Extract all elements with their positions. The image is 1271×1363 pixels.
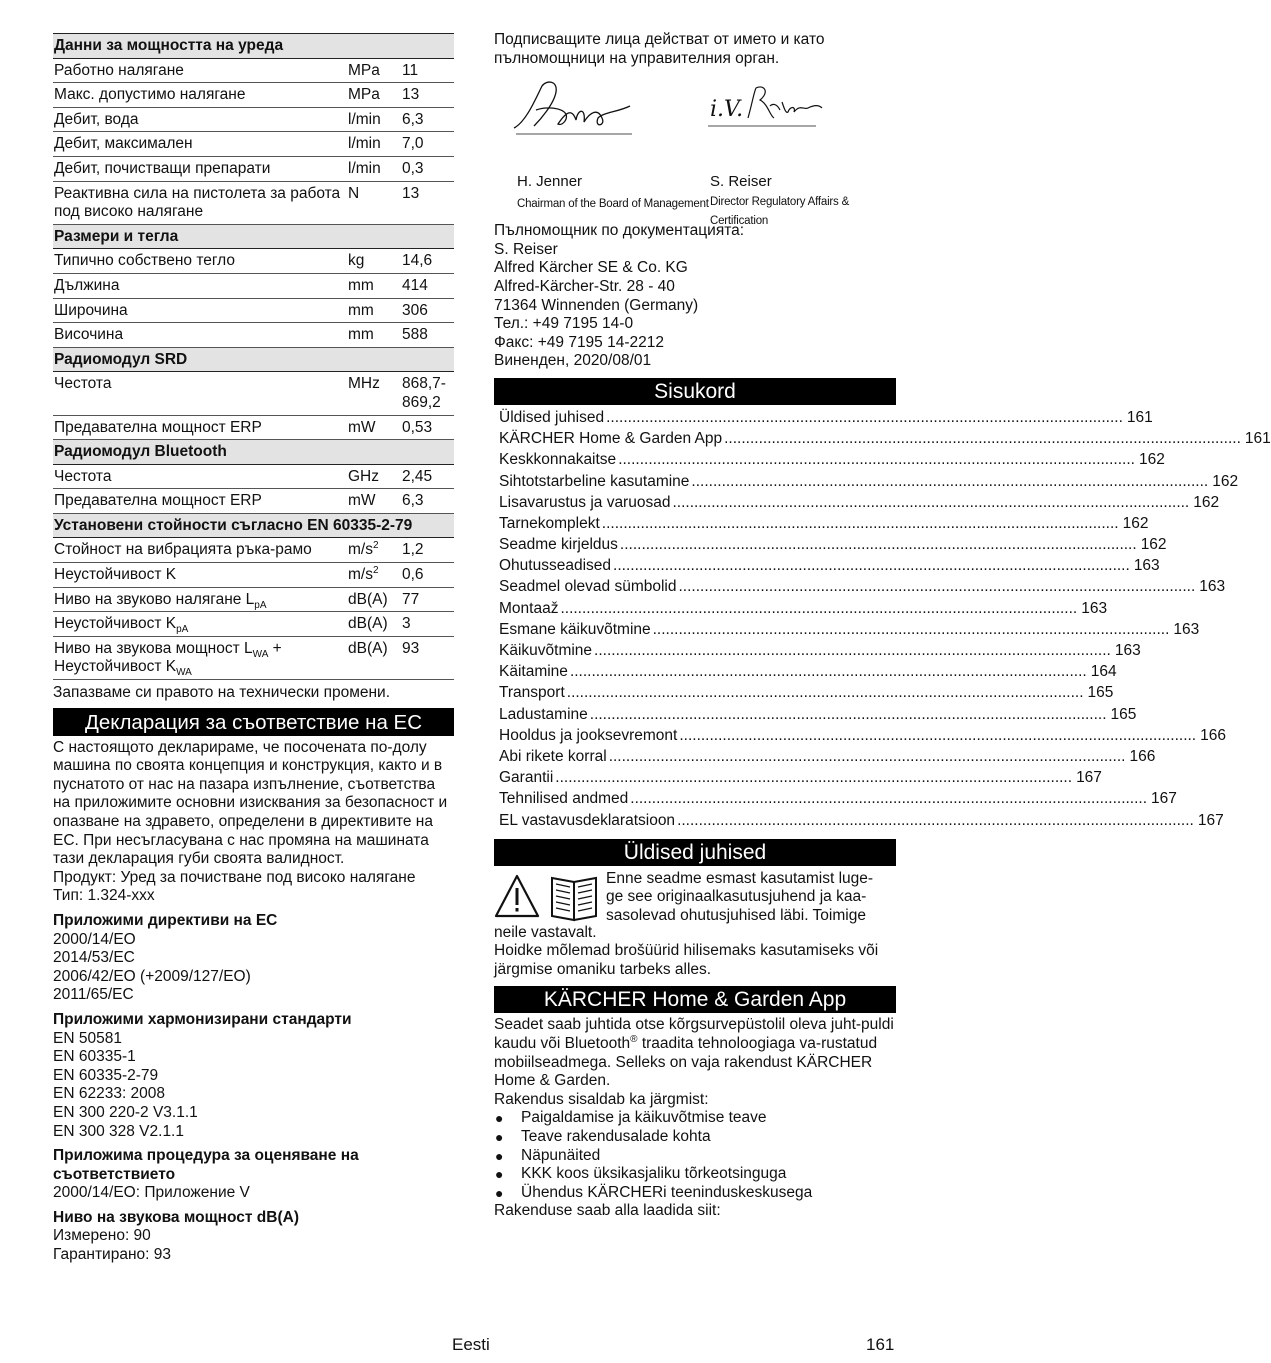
spec-unit: [347, 181, 401, 224]
toc-entry[interactable]: [499, 514, 1149, 536]
spec-label-text: Дебит, вода: [54, 110, 139, 128]
spec-unit: [347, 372, 401, 415]
toc-entry-page: 162: [1138, 451, 1165, 469]
app-description-part: Seadet saab juhtida otse kõrgsurvepüstolil oleva juht-puldi kaudu või Bluetooth: [494, 1016, 894, 1053]
toc-entry-page: 162: [1212, 472, 1239, 490]
standard-item: EN 60335-1: [53, 1048, 136, 1066]
toc-entry-title: KÄRCHER Home & Garden App: [499, 430, 723, 448]
spec-unit: [347, 132, 401, 157]
spec-section-title: Радиомодул SRD: [53, 347, 454, 372]
toc-entry[interactable]: [499, 705, 1137, 727]
toc-entry-title: Keskkonnakaitse: [499, 451, 617, 469]
signatories-intro: Подписващите лица действат от името и като пълномощници на управителния орган.: [494, 31, 825, 67]
spec-label-text: Предавателна мощност ERP: [54, 492, 262, 510]
spec-label: [53, 181, 347, 224]
spec-unit: [347, 636, 401, 679]
standard-item: EN 300 328 V2.1.1: [53, 1122, 184, 1140]
toc-entry[interactable]: [499, 663, 1117, 684]
table-row: [53, 83, 454, 108]
list-item: ● Näpunäited: [494, 1147, 896, 1166]
app-features-list: [494, 1109, 896, 1202]
toc-entry-title: Käikuvõtmine: [499, 642, 593, 659]
table-row: [53, 273, 454, 298]
spec-label-text: Дебит, максимален: [54, 135, 193, 153]
general-notice: [494, 870, 896, 926]
table-row: [53, 298, 454, 323]
toc-entry-page: 163: [1199, 578, 1226, 596]
authorized-line: Тел.: +49 7195 14-0: [494, 315, 634, 333]
toc-entry-title: Garantii: [499, 769, 554, 787]
toc-leader-dots: ........................................................................................................................: [672, 493, 1190, 511]
spec-value: 13: [401, 83, 454, 108]
table-row: [53, 464, 454, 489]
toc-entry-title: Ladustamine: [499, 705, 588, 723]
spec-unit-text: mW: [348, 492, 376, 510]
spec-unit: [347, 107, 401, 132]
spec-unit: [347, 323, 401, 348]
toc-entry[interactable]: [499, 747, 1156, 769]
toc-entry-title: Abi rikete korral: [499, 747, 607, 765]
toc-entry-page: 163: [1173, 620, 1200, 638]
table-row: [53, 372, 454, 415]
warning-manual-icon: [494, 870, 606, 926]
table-row: [53, 249, 454, 274]
toc-entry[interactable]: [499, 408, 1153, 430]
left-column: [53, 33, 454, 1265]
spec-value: 93: [401, 636, 454, 679]
toc-leader-dots: ........................................................................................................................: [618, 451, 1135, 469]
general-follow: neile vastavalt.: [494, 923, 597, 941]
spec-label-text: Честота: [54, 375, 112, 393]
spec-label: [53, 415, 347, 440]
toc-entry-page: 165: [1110, 705, 1137, 723]
app-contains: Rakendus sisaldab ka järgmist:: [494, 1090, 709, 1108]
spec-value: 2,45: [401, 464, 454, 489]
toc-entry[interactable]: [499, 620, 1200, 642]
toc-leader-dots: ........................................................................................................................: [606, 408, 1123, 426]
declaration-heading: Декларация за съответствие на ЕС: [53, 708, 454, 736]
toc-entry-title: Üldised juhised: [499, 408, 605, 426]
spec-label-text: Реактивна сила на пистолета за работа под високо налягане: [54, 184, 341, 221]
spec-label-text: Ниво на звукова мощност L: [54, 639, 253, 657]
toc-leader-dots: ........................................................................................................................: [555, 769, 1073, 787]
table-row: [53, 563, 454, 588]
authorized-line: Виненден, 2020/08/01: [494, 352, 652, 370]
signature-reiser-icon: [708, 82, 828, 132]
spec-unit-text: MPa: [348, 61, 380, 79]
toc-heading: Sisukord: [494, 378, 896, 405]
table-row: [53, 323, 454, 348]
declaration-product: Продукт: Уред за почистване под високо налягане: [53, 868, 416, 886]
authorized-line: Пълномощник по документацията:: [494, 222, 745, 240]
spec-value: 0,3: [401, 156, 454, 181]
spec-label: [53, 132, 347, 157]
spec-label: [53, 249, 347, 274]
list-item: ● Ühendus KÄRCHERi teeninduskeskusega: [494, 1184, 896, 1203]
spec-value: 13: [401, 181, 454, 224]
list-item: ● KKK koos üksikasjaliku tõrkeotsinguga: [494, 1165, 896, 1184]
standard-item: EN 60335-2-79: [53, 1066, 159, 1084]
spec-section-header: [53, 347, 454, 372]
spec-unit-text: dB(A): [348, 639, 388, 657]
right-column: [494, 31, 1271, 1221]
toc-leader-dots: ........................................................................................................................: [608, 747, 1126, 765]
spec-label: [53, 464, 347, 489]
toc-entry-title: Hooldus ja jooksevremont: [499, 726, 678, 744]
toc-entry[interactable]: [499, 493, 1220, 515]
spec-unit-text: m/s: [348, 566, 373, 584]
app-heading: KÄRCHER Home & Garden App: [494, 986, 896, 1013]
spec-label: [53, 489, 347, 514]
authorized-line: Alfred-Kärcher-Str. 28 - 40: [494, 277, 675, 295]
spec-section-header: [53, 440, 454, 465]
table-row: [53, 107, 454, 132]
spec-label-text: +: [268, 639, 282, 657]
spec-unit-text: l/min: [348, 135, 381, 153]
toc-leader-dots: ........................................................................................................................: [630, 790, 1148, 808]
table-row: [53, 636, 454, 679]
toc-leader-dots: ........................................................................................................................: [560, 599, 1078, 617]
spec-label-text: Височина: [54, 326, 124, 344]
toc-leader-dots: ........................................................................................................................: [724, 430, 1241, 448]
procedure-text: 2000/14/EO: Приложение V: [53, 1184, 250, 1202]
spec-label-subscript: WA: [252, 648, 269, 660]
general-line: ge see originaalkasutusjuhend ja kaa-: [606, 888, 867, 906]
spec-label-text: Макс. допустимо налягане: [54, 86, 246, 104]
spec-unit: [347, 156, 401, 181]
toc-entry[interactable]: [499, 769, 1102, 790]
toc-entry[interactable]: [499, 472, 1239, 494]
spec-label-subscript: pA: [176, 624, 189, 636]
spec-label: [53, 107, 347, 132]
spec-label-subscript: pA: [254, 599, 267, 611]
spec-label: [53, 538, 347, 563]
footer-language: Eesti: [452, 1335, 490, 1354]
reserve-note: Запазваме си правото на технически промени.: [53, 684, 391, 702]
spec-section-header: [53, 34, 454, 59]
spec-section-title: Установени стойности съгласно EN 60335-2-79: [53, 513, 454, 538]
toc-entry[interactable]: [499, 451, 1165, 472]
spec-value: 1,2: [401, 538, 454, 563]
spec-value: 11: [401, 58, 454, 83]
spec-label-subscript: WA: [176, 667, 192, 679]
authorized-line: Alfred Kärcher SE & Co. KG: [494, 259, 688, 277]
spec-label-text: Неустойчивост K: [54, 566, 177, 584]
declaration-type: Тип: 1.324-xxx: [53, 887, 155, 905]
toc-entry[interactable]: [499, 790, 1177, 811]
toc-leader-dots: ........................................................................................................................: [678, 578, 1196, 596]
spec-value: 3: [401, 612, 454, 637]
toc-leader-dots: ........................................................................................................................: [619, 536, 1137, 554]
spec-unit-text: l/min: [348, 159, 381, 177]
app-download: Rakenduse saab alla laadida siit:: [494, 1202, 721, 1220]
spec-unit-text: dB(A): [348, 590, 388, 608]
directives-heading: Приложими директиви на ЕС: [53, 911, 278, 929]
spec-unit-text: MPa: [348, 86, 380, 104]
general-heading: Üldised juhised: [494, 839, 896, 866]
toc-leader-dots: ........................................................................................................................: [589, 705, 1107, 723]
table-row: [53, 538, 454, 563]
spec-unit-superscript: 2: [372, 564, 379, 576]
authorized-line: S. Reiser: [494, 240, 558, 258]
signature-reiser-prefix: i.V.: [710, 97, 744, 123]
standards-list: [53, 1030, 454, 1142]
spec-value: 868,7- 869,2: [401, 372, 454, 415]
toc-entry-title: Lisavarustus ja varuosad: [499, 493, 671, 511]
toc-leader-dots: ........................................................................................................................: [679, 726, 1197, 744]
toc-entry-title: EL vastavusdeklaratsioon: [499, 811, 676, 829]
spec-value: 588: [401, 323, 454, 348]
spec-label: [53, 636, 347, 679]
spec-unit-text: m/s: [348, 541, 373, 559]
toc-entry-page: 166: [1129, 747, 1156, 765]
spec-label-text: Стойност на вибрацията ръка-рамо: [54, 541, 312, 559]
spec-label: [53, 563, 347, 588]
authorized-line: Факс: +49 7195 14-2212: [494, 333, 664, 351]
toc-entry-page: 162: [1122, 514, 1149, 532]
spec-value: 0,53: [401, 415, 454, 440]
toc-entry-title: Sihtotstarbeline kasutamine: [499, 472, 690, 490]
spec-unit: [347, 464, 401, 489]
toc-entry-title: Transport: [499, 684, 565, 702]
directive-item: 2006/42/EO (+2009/127/EO): [53, 967, 251, 985]
table-row: [53, 181, 454, 224]
toc-entry[interactable]: [499, 811, 1224, 833]
general-notice-text: [606, 870, 873, 926]
toc-entry-page: 167: [1076, 769, 1102, 787]
spec-unit: [347, 587, 401, 612]
spec-unit: [347, 538, 401, 563]
table-of-contents: [494, 405, 1271, 835]
toc-leader-dots: ........................................................................................................................: [691, 472, 1209, 490]
general-line: Enne seadme esmast kasutamist luge-: [606, 869, 874, 887]
toc-entry[interactable]: [499, 557, 1160, 578]
spec-section-title: Данни за мощността на уреда: [53, 34, 454, 59]
toc-entry[interactable]: [499, 684, 1114, 705]
directive-item: 2000/14/EO: [53, 930, 136, 948]
spec-unit-text: mm: [348, 301, 374, 319]
signature-jenner-icon: [506, 78, 636, 140]
table-row: [53, 58, 454, 83]
spec-label-text: Работно налягане: [54, 61, 184, 79]
spec-label-text: Ниво на звуково налягане L: [54, 590, 255, 608]
toc-entry-page: 163: [1081, 599, 1108, 617]
toc-entry-title: Esmane käikuvõtmine: [499, 620, 651, 638]
spec-label: [53, 612, 347, 637]
spec-unit-text: MHz: [348, 375, 380, 393]
spec-value: 14,6: [401, 249, 454, 274]
spec-label: [53, 298, 347, 323]
toc-leader-dots: ........................................................................................................................: [594, 642, 1111, 659]
standards-heading: Приложими хармонизирани стандарти: [53, 1010, 352, 1028]
spec-unit: [347, 489, 401, 514]
authorized-representative: [494, 222, 896, 371]
toc-entry[interactable]: [499, 726, 1226, 748]
toc-leader-dots: ........................................................................................................................: [677, 811, 1194, 829]
registered-mark: ®: [630, 1033, 638, 1045]
toc-entry-title: Ohutusseadised: [499, 557, 612, 575]
spec-label: [53, 273, 347, 298]
spec-value: 414: [401, 273, 454, 298]
toc-entry-title: Tehnilised andmed: [499, 790, 629, 808]
spec-value: 306: [401, 298, 454, 323]
signatory-title-reiser: Director Regulatory Affairs & Certification: [710, 196, 850, 227]
table-row: [53, 415, 454, 440]
app-description-part: traadita tehnoloogiaga va-rustatud mobiilseadmega. Selleks on vaja rakendust KÄRCHER Home & Garden.: [494, 1035, 878, 1090]
spec-unit-text: N: [348, 184, 360, 202]
toc-entry-title: Montaaž: [499, 599, 559, 617]
table-row: [53, 587, 454, 612]
spec-label-text: Неустойчивост K: [54, 658, 177, 676]
spec-value: 0,6: [401, 563, 454, 588]
table-row: [53, 612, 454, 637]
toc-entry-page: 165: [1087, 684, 1114, 702]
toc-entry-page: 161: [1244, 430, 1271, 448]
toc-leader-dots: ........................................................................................................................: [566, 684, 1084, 702]
spec-unit: [347, 563, 401, 588]
spec-unit-text: GHz: [348, 467, 379, 485]
spec-unit: [347, 83, 401, 108]
standard-item: EN 300 220-2 V3.1.1: [53, 1103, 198, 1121]
toc-entry-page: 162: [1193, 493, 1220, 511]
spec-label-text: Дебит, почистващи препарати: [54, 159, 271, 177]
spec-label-text: Неустойчивост K: [54, 615, 177, 633]
signatures: [494, 68, 896, 227]
spec-section-title: Радиомодул Bluetooth: [53, 440, 454, 465]
spec-label: [53, 156, 347, 181]
spec-value: 7,0: [401, 132, 454, 157]
toc-entry-title: Seadmel olevad sümbolid: [499, 578, 677, 596]
spec-section-header: [53, 513, 454, 538]
toc-entry-page: 163: [1114, 642, 1141, 659]
spec-unit-text: dB(A): [348, 615, 388, 633]
table-row: [53, 489, 454, 514]
spec-label: [53, 323, 347, 348]
authorized-line: 71364 Winnenden (Germany): [494, 296, 699, 314]
toc-leader-dots: ........................................................................................................................: [601, 514, 1119, 532]
toc-entry-page: 167: [1151, 790, 1177, 808]
toc-entry-page: 167: [1197, 811, 1224, 829]
spec-label-text: Дължина: [54, 276, 120, 294]
spec-label-text: Честота: [54, 467, 112, 485]
spec-label: [53, 372, 347, 415]
spec-unit-text: mm: [348, 326, 374, 344]
standard-item: EN 50581: [53, 1029, 122, 1047]
toc-leader-dots: ........................................................................................................................: [613, 557, 1130, 575]
table-row: [53, 156, 454, 181]
spec-label-text: Типично собствено тегло: [54, 252, 236, 270]
spec-label: [53, 83, 347, 108]
toc-entry[interactable]: [499, 578, 1226, 599]
spec-unit: [347, 415, 401, 440]
spec-value: 6,3: [401, 489, 454, 514]
page-number: 161: [866, 1335, 895, 1354]
toc-entry-page: 163: [1133, 557, 1160, 575]
spec-unit-text: kg: [348, 252, 365, 270]
toc-entry-page: 164: [1090, 663, 1117, 681]
toc-entry[interactable]: [499, 599, 1108, 621]
toc-entry[interactable]: [499, 536, 1167, 557]
spec-label: [53, 58, 347, 83]
general-line: sasolevad ohutusjuhised läbi. Toimige: [606, 906, 866, 924]
toc-entry-title: Seadme kirjeldus: [499, 536, 618, 554]
specifications-table: [53, 33, 454, 680]
signatory-title-jenner: Chairman of the Board of Management: [517, 198, 709, 211]
toc-entry[interactable]: [499, 430, 1271, 451]
spec-label: [53, 587, 347, 612]
toc-entry-page: 166: [1200, 726, 1226, 744]
spec-unit-text: mm: [348, 276, 374, 294]
spec-unit-text: l/min: [348, 110, 381, 128]
standard-item: EN 62233: 2008: [53, 1085, 166, 1103]
directive-item: 2014/53/EC: [53, 949, 135, 967]
app-description: [494, 1016, 896, 1090]
list-item: ● Paigaldamise ja käikuvõtmise teave: [494, 1109, 896, 1128]
toc-leader-dots: ........................................................................................................................: [569, 663, 1087, 681]
directive-item: 2011/65/EC: [53, 986, 134, 1004]
spec-unit: [347, 612, 401, 637]
spec-label-text: Широчина: [54, 301, 128, 319]
toc-entry-page: 161: [1126, 408, 1153, 426]
general-keep: Hoidke mõlemad brošüürid hilisemaks kasutamiseks või järgmise omaniku tarbeks alles.: [494, 942, 879, 978]
procedure-heading: Приложима процедура за оценяване на съответствието: [53, 1147, 359, 1183]
signatory-name-reiser: S. Reiser: [710, 173, 772, 191]
spec-unit: [347, 298, 401, 323]
spec-unit: [347, 273, 401, 298]
spec-value: 6,3: [401, 107, 454, 132]
toc-entry[interactable]: [499, 642, 1141, 663]
toc-entry-title: Käitamine: [499, 663, 568, 681]
directives-list: [53, 931, 454, 1005]
table-row: [53, 132, 454, 157]
spec-section-title: Размери и тегла: [53, 224, 454, 249]
spec-section-header: [53, 224, 454, 249]
toc-entry-title: Tarnekomplekt: [499, 514, 600, 532]
sound-guaranteed: Гарантирано: 93: [53, 1246, 171, 1264]
list-item: ● Teave rakendusalade kohta: [494, 1128, 896, 1147]
spec-unit-superscript: 2: [372, 540, 379, 552]
spec-unit: [347, 249, 401, 274]
spec-unit-text: mW: [348, 418, 376, 436]
sound-measured: Измерено: 90: [53, 1227, 151, 1245]
toc-entry-page: 162: [1140, 536, 1167, 554]
declaration-intro: С настоящото декларираме, че посочената по-долу машина по своята концепция и конструкция, както и в пуснатото от нас на пазара изпълнение, съответства на приложимите основни изисквания за безопасност и опазване на здравето, определени в директивите на ЕС. При несъгласувана с нас промяна на машината тази декларация губи своята валидност.: [53, 738, 448, 868]
spec-unit: [347, 58, 401, 83]
spec-label-text: Предавателна мощност ERP: [54, 418, 262, 436]
spec-value: 77: [401, 587, 454, 612]
sound-heading: Ниво на звукова мощност dB(A): [53, 1208, 299, 1226]
toc-leader-dots: ........................................................................................................................: [652, 620, 1170, 638]
signatory-name-jenner: H. Jenner: [517, 173, 583, 191]
